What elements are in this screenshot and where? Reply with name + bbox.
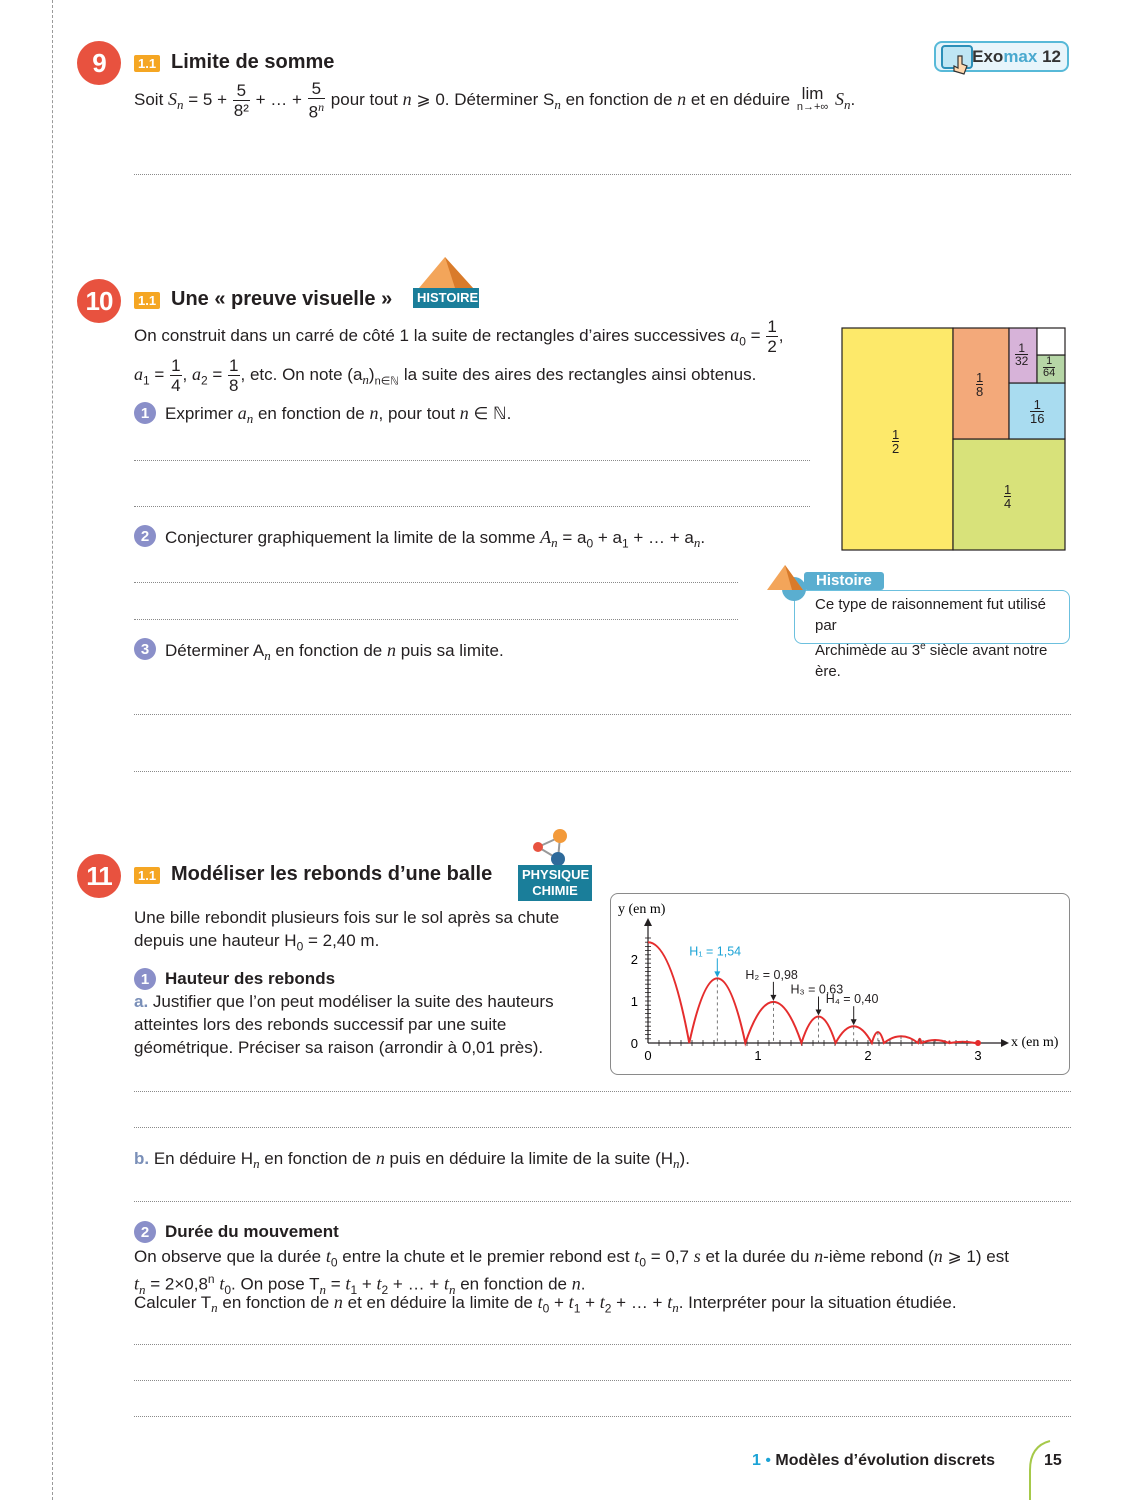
y-axis-arrow (644, 918, 652, 926)
fraction-one-half: $\frac{1}{2}$ (767, 317, 777, 356)
label-one-half: $\frac{1}{2}$ (892, 427, 900, 456)
exercise-10-line-2: $a_1$ = $\frac{1}{4}$ , $a_2$ = $\frac{1}{8}$ , etc. On note $(a_n)_{n\in ℕ}$ la suite des aires des rectangles ainsi obtenus. (134, 356, 757, 395)
exomax-number: 12 (1042, 46, 1061, 66)
exercise-9-title: Limite de somme (171, 51, 335, 73)
bounce-label: H₄ = 0,40 (825, 992, 879, 1007)
y-axis-label: y (en m) (618, 902, 666, 917)
histoire-pyramid-icon (765, 562, 811, 602)
footer-curve (1024, 1440, 1054, 1500)
exercise-9-number: 9 (77, 41, 121, 85)
question-a-line-3: géométrique. Préciser sa raison (arrondir à 0,01 près). (134, 1038, 544, 1057)
answer-line (134, 1416, 1071, 1417)
footer-chapter: 1 • Modèles d’évolution discrets (752, 1452, 996, 1469)
y-tick-label: 2 (630, 952, 638, 967)
question-2-text: Conjecturer graphiquement la limite de la somme $A_n = a_0 + a_1$ + … + $a_n$. (165, 527, 706, 551)
x-axis-arrow (1001, 1039, 1009, 1047)
question-3-text: Déterminer $A_n$ en fonction de n puis sa limite. (165, 640, 504, 664)
bounce-label: H₃ = 0,63 (790, 982, 844, 997)
exercise-11-tag: 1.1 (134, 867, 160, 884)
fraction-one-eighth: $\frac{1}{8}$ (229, 356, 239, 395)
x-tick-label: 3 (974, 1048, 982, 1063)
answer-line (134, 1091, 1071, 1092)
x-axis-label: x (en m) (1011, 1035, 1059, 1050)
part-1-title: Hauteur des rebonds (165, 969, 336, 988)
answer-line (134, 582, 738, 583)
pyramid-icon (415, 254, 477, 288)
physique-chimie-badge: PHYSIQUE CHIMIE (518, 865, 592, 901)
label-one-thirty-second: $\frac{1}{32}$ (1015, 341, 1029, 368)
margin-dashed-line (52, 0, 53, 1500)
histoire-note (794, 590, 1070, 680)
end-point (975, 1040, 981, 1046)
histoire-label: Histoire (804, 572, 884, 590)
bounce-label: H₂ = 0,98 (745, 967, 798, 982)
exercise-11-number: 11 (77, 854, 121, 898)
question-b-text: b. En déduire $H_n$ en fonction de n puis en déduire la limite de la suite $(H_n)$. (134, 1148, 690, 1172)
exercise-11-intro-1: Une bille rebondit plusieurs fois sur le sol après sa chute (134, 908, 560, 927)
page-number: 15 (1044, 1452, 1062, 1469)
molecule-icon (528, 827, 572, 867)
question-1-text: Exprimer $a_n$ en fonction de n, pour tout n ∈ ℕ. (165, 403, 512, 427)
part-2-line-1: On observe que la durée $t_0$ entre la chute et le premier rebond est $t_0 = 0,7$ s et la durée du n-ième rebond (n ⩾ 1) est (134, 1246, 1009, 1270)
histoire-line-2: Archimède au 3e siècle avant notre ère. (815, 641, 1048, 680)
limit-notation: lim n→+∞ (796, 84, 829, 113)
answer-line (134, 506, 810, 507)
rect-remaining (1037, 328, 1065, 355)
label-one-eighth: $\frac{1}{8}$ (976, 370, 984, 399)
bounce-arrowhead (770, 995, 776, 1001)
question-a-line-2: atteintes lors des rebonds successif par une suite (134, 1015, 507, 1034)
exercise-9-tag: 1.1 (134, 55, 160, 72)
exercise-11-title: Modéliser les rebonds d’une balle (171, 863, 493, 885)
part-2-title: Durée du mouvement (165, 1222, 339, 1241)
bounce-label: H₁ = 1,54 (689, 944, 742, 959)
answer-line (134, 1380, 1071, 1381)
answer-line (134, 460, 810, 461)
answer-line (134, 174, 1071, 175)
part-2-line-3: Calculer $T_n$ en fonction de n et en déduire la limite de $t_0 + t_1 + t_2$ + … + $t_n$. Interpréter pour la situation étudiée. (134, 1292, 957, 1316)
x-tick-label: 1 (754, 1048, 762, 1063)
histoire-line-1: Ce type de raisonnement fut utilisé par (815, 596, 1046, 634)
fraction-one-quarter: $\frac{1}{4}$ (171, 356, 181, 395)
question-1-number: 1 (134, 402, 156, 424)
part-2-line-2: $t_n = 2\times 0,8^n$ $t_0$. On pose $T_n = t_1 + t_2$ + … + $t_n$ en fonction de n. (134, 1272, 586, 1298)
answer-line (134, 1344, 1071, 1345)
question-2-number: 2 (134, 525, 156, 547)
histoire-badge: HISTOIRE (413, 288, 479, 308)
exomax-max: max (1003, 46, 1038, 66)
bounce-arrowhead (714, 971, 720, 977)
fraction-5-over-8-n: $\frac{5}{8^n}$ (308, 79, 325, 122)
question-3-number: 3 (134, 638, 156, 660)
exercise-10-title: Une « preuve visuelle » (171, 288, 393, 310)
x-tick-label: 0 (644, 1048, 652, 1063)
exercise-10-tag: 1.1 (134, 292, 160, 309)
label-one-sixteenth: $\frac{1}{16}$ (1030, 397, 1045, 426)
exercise-11-intro-2: depuis une hauteur $H_0 = 2,40$ m. (134, 931, 380, 954)
y-tick-label: 0 (630, 1036, 638, 1051)
part-2-number: 2 (134, 1221, 156, 1243)
exomax-exo: Exo (972, 46, 1004, 66)
answer-line (134, 1201, 1071, 1202)
y-tick-label: 1 (630, 994, 638, 1009)
answer-line (134, 619, 738, 620)
label-one-sixty-fourth: $\frac{1}{64}$ (1043, 355, 1056, 379)
answer-line (134, 1127, 1071, 1128)
exercise-9-statement: Soit $S_n = 5$ + $\frac{5}{\text{8²}}$ + … + $\frac{5}{8^n}$ pour tout n ⩾ 0. Déterminer $S_n$ en fonction de n et en déduire lim n→+∞ $S_n$. (134, 79, 856, 122)
visual-proof-square (841, 327, 1067, 553)
answer-line (134, 714, 1071, 715)
exercise-10-number: 10 (77, 279, 121, 323)
question-a-line-1: a. Justifier que l’on peut modéliser la suite des hauteurs (134, 992, 554, 1011)
bounce-arrowhead (816, 1010, 822, 1016)
exercise-10-line-1: On construit dans un carré de côté 1 la suite de rectangles d’aires successives $a_0$ = $\frac{1}{2}$ , (134, 317, 784, 356)
x-tick-label: 2 (864, 1048, 872, 1063)
bounce-chart (610, 893, 1070, 1075)
fraction-5-over-8-squared: $\frac{5}{\text{8²}}$ (233, 80, 249, 120)
label-one-quarter: $\frac{1}{4}$ (1004, 482, 1012, 511)
bounce-arrowhead (851, 1019, 857, 1025)
exomax-tablet-hand-icon (938, 44, 978, 76)
answer-line (134, 771, 1071, 772)
part-1-number: 1 (134, 968, 156, 990)
